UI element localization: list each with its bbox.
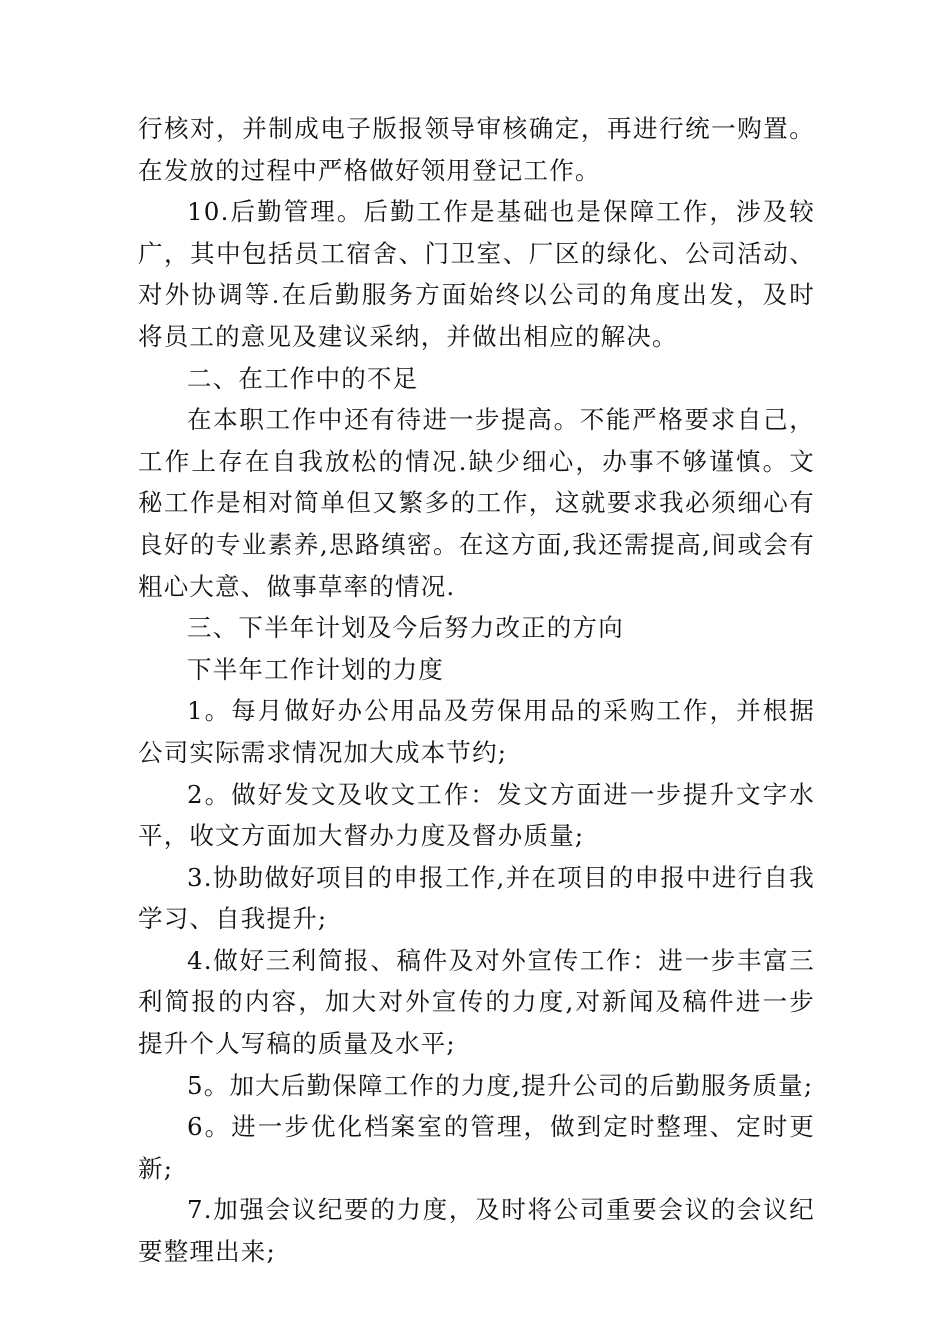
plan-item-5: 5。加大后勤保障工作的力度,提升公司的后勤服务质量; bbox=[187, 1070, 814, 1100]
section-heading-shortcomings: 二、在工作中的不足 bbox=[187, 363, 419, 393]
subheading-plan: 下半年工作计划的力度 bbox=[187, 654, 444, 684]
plan-item-7: 7.加强会议纪要的力度，及时将公司重要会议的会议纪要整理出来; bbox=[138, 1195, 815, 1267]
section-heading-plan: 三、下半年计划及今后努力改正的方向 bbox=[187, 613, 624, 643]
plan-item-4: 4.做好三利简报、稿件及对外宣传工作：进一步丰富三利简报的内容，加大对外宣传的力度,对新闻及稿件进一步提升个人写稿的质量及水平; bbox=[138, 945, 815, 1059]
plan-item-1: 1。每月做好办公用品及劳保用品的采购工作，并根据公司实际需求情况加大成本节约; bbox=[138, 696, 815, 767]
document-body bbox=[138, 108, 815, 1273]
plan-item-2: 2。做好发文及收文工作：发文方面进一步提升文字水平，收文方面加大督办力度及督办质量; bbox=[138, 779, 815, 851]
paragraph-logistics: 10.后勤管理。后勤工作是基础也是保障工作，涉及较广，其中包括员工宿舍、门卫室、厂区的绿化、公司活动、对外协调等.在后勤服务方面始终以公司的角度出发，及时将员工的意见及建议采纳，并做出相应的解决。 bbox=[138, 197, 815, 351]
plan-item-6: 6。进一步优化档案室的管理，做到定时整理、定时更新; bbox=[138, 1112, 815, 1183]
plan-item-3: 3.协助做好项目的申报工作,并在项目的申报中进行自我学习、自我提升; bbox=[138, 862, 815, 934]
paragraph-shortcomings: 在本职工作中还有待进一步提高。不能严格要求自己，工作上存在自我放松的情况.缺少细心，办事不够谨慎。文秘工作是相对简单但又繁多的工作，这就要求我必须细心有良好的专业素养,思路缜密。在这方面,我还需提高,间或会有粗心大意、做事草率的情况. bbox=[138, 405, 815, 601]
paragraph-continuation: 行核对，并制成电子版报领导审核确定，再进行统一购置。在发放的过程中严格做好领用登记工作。 bbox=[138, 114, 815, 185]
